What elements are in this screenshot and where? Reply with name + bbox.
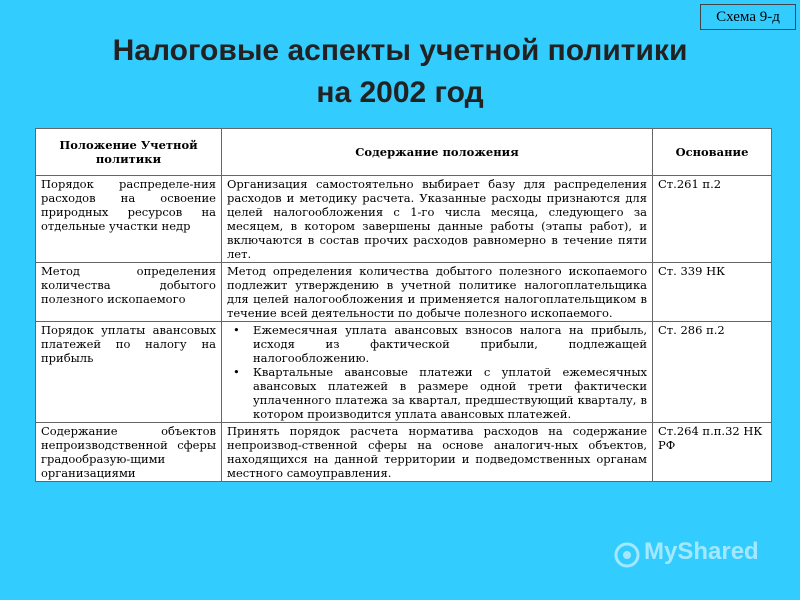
header-basis: Основание (653, 129, 772, 176)
list-item (233, 323, 647, 365)
header-content: Содержание положения (222, 129, 653, 176)
page-title (0, 30, 800, 114)
cell-content: Принять порядок расчета норматива расходов на содержание непроизвод-ственной сферы на основе аналогич-ных объектов, находящихся на данной территории и подведомственных органам местного самоуправления. (222, 423, 653, 482)
table-row (36, 176, 772, 263)
table-row (36, 263, 772, 322)
cell-basis: Ст.261 п.2 (653, 176, 772, 263)
watermark-logo-icon (614, 542, 640, 568)
cell-content: Организация самостоятельно выбирает базу для распределения расходов и методику расчета. Указанные расходы признаются для целей налогообложения с 1-го числа месяца, следующего за месяцем, в котором завершены данные работы (этапы работ), и включаются в состав прочих расходов равномерно в течение пяти лет. (222, 176, 653, 263)
list-item-text: Ежемесячная уплата авансовых взносов налога на прибыль, исходя из фактической прибыли, подлежащей налогообложению. (253, 323, 647, 365)
list-item-text: Квартальные авансовые платежи с уплатой ежемесячных авансовых платежей в размере одной трети фактически уплаченного платежа за квартал, предшествующий кварталу, в котором производится уплата авансовых платежей. (253, 365, 647, 421)
cell-basis: Ст.264 п.п.32 НК РФ (653, 423, 772, 482)
list-item (233, 365, 647, 421)
cell-content: Метод определения количества добытого полезного ископаемого подлежит утверждению в учетной политике налогоплательщика для целей налогообложения и применяется налогоплательщиком в течение всей деятельности по добыче полезного ископаемого. (222, 263, 653, 322)
table-row (36, 322, 772, 423)
header-position: Положение Учетной политики (36, 129, 222, 176)
scheme-label: Схема 9-д (700, 4, 796, 30)
cell-position: Метод определения количества добытого полезного ископаемого (36, 263, 222, 322)
title-line-2: на 2002 год (316, 76, 484, 109)
cell-basis: Ст. 339 НК (653, 263, 772, 322)
bullet-icon: • (233, 365, 240, 379)
cell-position: Содержание объектов непроизводственной сферы градообразую-щими организациями (36, 423, 222, 482)
cell-content (222, 322, 653, 423)
cell-basis: Ст. 286 п.2 (653, 322, 772, 423)
policy-table (35, 128, 772, 482)
bullet-icon: • (233, 323, 240, 337)
policy-table-container (35, 128, 771, 482)
watermark: MyShared (644, 538, 759, 565)
table-row (36, 423, 772, 482)
cell-position: Порядок уплаты авансовых платежей по налогу на прибыль (36, 322, 222, 423)
bullet-list (227, 323, 647, 421)
table-header-row (36, 129, 772, 176)
cell-position: Порядок распределе-ния расходов на освоение природных ресурсов на отдельные участки недр (36, 176, 222, 263)
title-line-1: Налоговые аспекты учетной политики (112, 34, 688, 67)
